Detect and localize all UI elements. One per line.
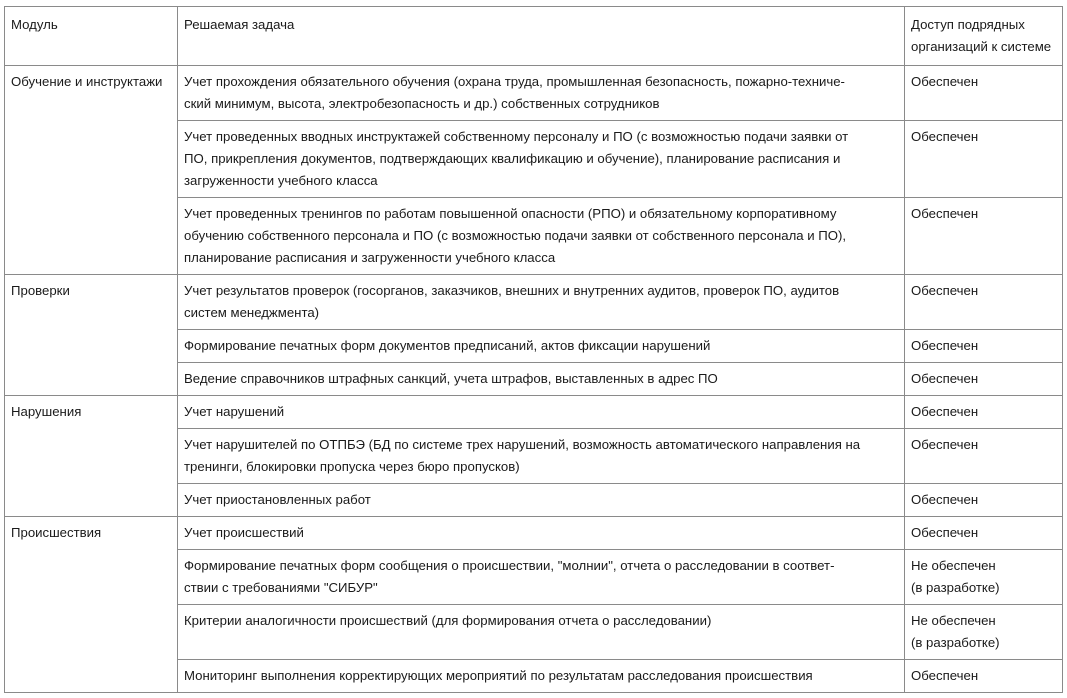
- task-cell: Учет происшествий: [178, 517, 905, 550]
- task-cell: Ведение справочников штрафных санкций, учета штрафов, выставленных в адрес ПО: [178, 363, 905, 396]
- contractor-access-table: [4, 6, 1063, 693]
- column-header-access: Доступ подрядных организаций к системе: [905, 7, 1063, 66]
- table-row: [5, 396, 1063, 429]
- column-header-module: Модуль: [5, 7, 178, 66]
- module-cell: Происшествия: [5, 517, 178, 693]
- table-body: [5, 66, 1063, 693]
- task-cell: Учет прохождения обязательного обучения (охрана труда, промышленная безопасность, пожарно-техниче- ский минимум, высота, электробезопасность и др.) собственных сотрудников: [178, 66, 905, 121]
- table-row: [5, 275, 1063, 330]
- module-cell: Проверки: [5, 275, 178, 396]
- access-status-cell: Обеспечен: [905, 396, 1063, 429]
- access-status-cell: Обеспечен: [905, 121, 1063, 198]
- task-cell: Учет результатов проверок (госорганов, заказчиков, внешних и внутренних аудитов, проверок ПО, аудитов систем менеджмента): [178, 275, 905, 330]
- table-header-row: [5, 7, 1063, 66]
- access-status-cell: Обеспечен: [905, 363, 1063, 396]
- task-cell: Формирование печатных форм документов предписаний, актов фиксации нарушений: [178, 330, 905, 363]
- module-cell: Обучение и инструктажи: [5, 66, 178, 275]
- access-status-cell: Не обеспечен (в разработке): [905, 605, 1063, 660]
- access-status-cell: Не обеспечен (в разработке): [905, 550, 1063, 605]
- task-cell: Критерии аналогичности происшествий (для формирования отчета о расследовании): [178, 605, 905, 660]
- task-cell: Учет нарушителей по ОТПБЭ (БД по системе трех нарушений, возможность автоматического направления на тренинги, блокировки пропуска через бюро пропусков): [178, 429, 905, 484]
- column-header-task: Решаемая задача: [178, 7, 905, 66]
- access-status-cell: Обеспечен: [905, 517, 1063, 550]
- access-status-cell: Обеспечен: [905, 275, 1063, 330]
- access-status-cell: Обеспечен: [905, 660, 1063, 693]
- access-status-cell: Обеспечен: [905, 429, 1063, 484]
- task-cell: Учет проведенных тренингов по работам повышенной опасности (РПО) и обязательному корпоративному обучению собственного персонала и ПО (с возможностью подачи заявки от собственного персонала и ПО), планирование расписания и загруженности учебного класса: [178, 198, 905, 275]
- table-row: [5, 66, 1063, 121]
- task-cell: Мониторинг выполнения корректирующих мероприятий по результатам расследования происшествия: [178, 660, 905, 693]
- task-cell: Учет нарушений: [178, 396, 905, 429]
- access-status-cell: Обеспечен: [905, 484, 1063, 517]
- access-status-cell: Обеспечен: [905, 198, 1063, 275]
- access-status-cell: Обеспечен: [905, 66, 1063, 121]
- task-cell: Учет приостановленных работ: [178, 484, 905, 517]
- access-status-cell: Обеспечен: [905, 330, 1063, 363]
- module-cell: Нарушения: [5, 396, 178, 517]
- task-cell: Учет проведенных вводных инструктажей собственному персоналу и ПО (с возможностью подачи заявки от ПО, прикрепления документов, подтверждающих квалификацию и обучение), планирование расписания и загруженности учебного класса: [178, 121, 905, 198]
- task-cell: Формирование печатных форм сообщения о происшествии, "молнии", отчета о расследовании в соответ- ствии с требованиями "СИБУР": [178, 550, 905, 605]
- table-row: [5, 517, 1063, 550]
